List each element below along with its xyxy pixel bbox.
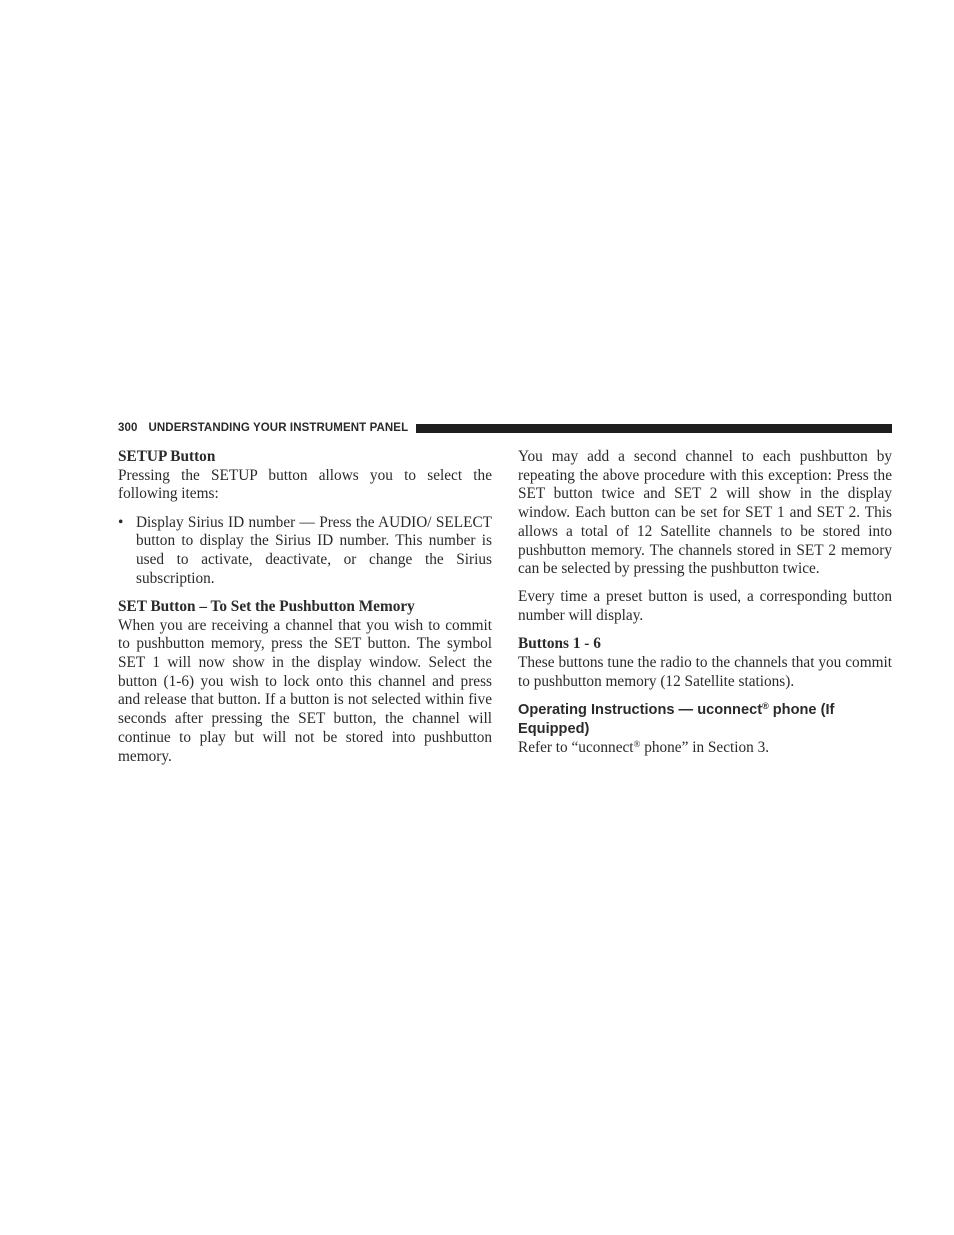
refer-text-end: phone” in Section 3. — [640, 738, 770, 756]
set-button-heading: SET Button – To Set the Pushbutton Memory — [118, 597, 415, 615]
buttons-paragraph: These buttons tune the radio to the channels that you commit to pushbutton memory (12 Satellite stations). — [518, 654, 892, 690]
second-channel-paragraph: You may add a second channel to each pushbutton by repeating the above procedure with this exception: Press the SET button twice and SET 2 will show in the display window. Each button can be set for SET 1 and SET 2. This allows a total of 12 Satellite channels to be stored into pushbutton memory. The channels stored in SET 2 memory can be selected by pressing the pushbutton twice. — [518, 448, 892, 578]
bullet-item — [118, 514, 492, 589]
registered-mark: ® — [762, 700, 769, 711]
section-title: UNDERSTANDING YOUR INSTRUMENT PANEL — [148, 422, 409, 434]
bullet-dot: • — [118, 513, 124, 531]
header-rule — [416, 424, 892, 433]
bullet-text: Display Sirius ID number — Press the AUDIO/ SELECT button to display the Sirius ID number. This number is used to activate, deactivate, or change the Sirius subscription. — [136, 513, 492, 587]
page-header — [118, 420, 892, 436]
left-column — [118, 448, 492, 766]
refer-text: Refer to “uconnect — [518, 738, 634, 756]
operating-instructions-heading — [518, 701, 892, 739]
set-button-paragraph: When you are receiving a channel that you wish to commit to pushbutton memory, press the SET button. The symbol SET 1 will now show in the display window. Select the button (1-6) you wish to lock onto this channel and press and release that button. If a button is not selected within five seconds after pressing the SET button, the channel will continue to play but will not be stored into pushbutton memory. — [118, 616, 492, 765]
operating-heading-text-end: phone (If Equipped) — [518, 701, 835, 737]
preset-paragraph: Every time a preset button is used, a corresponding button number will display. — [518, 588, 892, 625]
operating-heading-text: Operating Instructions — uconnect — [518, 701, 763, 718]
right-column — [518, 448, 892, 758]
setup-intro-paragraph: Pressing the SETUP button allows you to select the following items: — [118, 466, 492, 503]
registered-mark-inline: ® — [633, 738, 641, 749]
page-number: 300 — [118, 422, 138, 434]
refer-paragraph — [518, 739, 892, 758]
setup-button-heading: SETUP Button — [118, 448, 216, 465]
buttons-heading: Buttons 1 - 6 — [518, 635, 601, 653]
